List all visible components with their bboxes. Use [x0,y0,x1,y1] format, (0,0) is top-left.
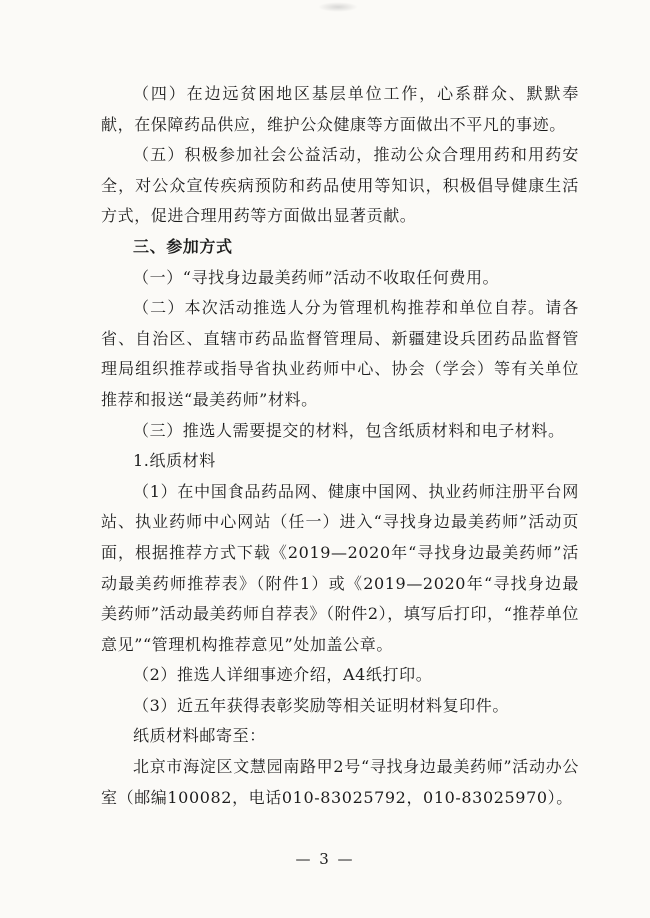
item-3: （3）近五年获得表彰奖励等相关证明材料复印件。 [133,695,509,715]
paragraph-3-3: （三）推选人需要提交的材料，包含纸质材料和电子材料。 [133,420,565,440]
paragraph-5: （五）积极参加社会公益活动，推动公众合理用药和用药安全，对公众宣传疾病预防和药品使用等知识，积极倡导健康生活方式，促进合理用药等方面做出显著贡献。 [101,145,579,226]
item-2: （2）推选人详细事迹介绍，A4纸打印。 [133,665,433,685]
item-1: （1）在中国食品药品网、健康中国网、执业药师注册平台网站、执业药师中心网站（任一）进入“寻找身边最美药师”活动页面，根据推荐方式下载《2019—2020年“寻找身边最美药师”活动最美药师推荐表》（附件1）或《2019—2020年“寻找身边最美药师”活动最美药师自荐表》（附件2），填写后打印，“推荐单位意见”“管理机构推荐意见”处加盖公章。 [101,481,579,654]
mailing-address: 北京市海淀区文慧园南路甲2号“寻找身边最美药师”活动办公室（邮编100082，电话010-83025792，010-83025970）。 [101,757,579,807]
scan-mark [318,2,358,12]
paragraph-4: （四）在边远贫困地区基层单位工作，心系群众、默默奉献，在保障药品供应，维护公众健康等方面做出不平凡的事迹。 [101,84,579,134]
mailing-label: 纸质材料邮寄至： [133,726,266,746]
document-body [101,79,579,813]
paragraph-3-1: （一）“寻找身边最美药师”活动不收取任何费用。 [133,267,500,287]
page-number: — 3 — [295,850,355,868]
section-heading: 三、参加方式 [133,236,233,256]
subheading-paper-materials: 1.纸质材料 [133,451,216,471]
paragraph-3-2: （二）本次活动推选人分为管理机构推荐和单位自荐。请各省、自治区、直辖市药品监督管理局、新疆建设兵团药品监督管理局组织推荐或指导省执业药师中心、协会（学会）等有关单位推荐和报送“最美药师”材料。 [101,298,579,409]
